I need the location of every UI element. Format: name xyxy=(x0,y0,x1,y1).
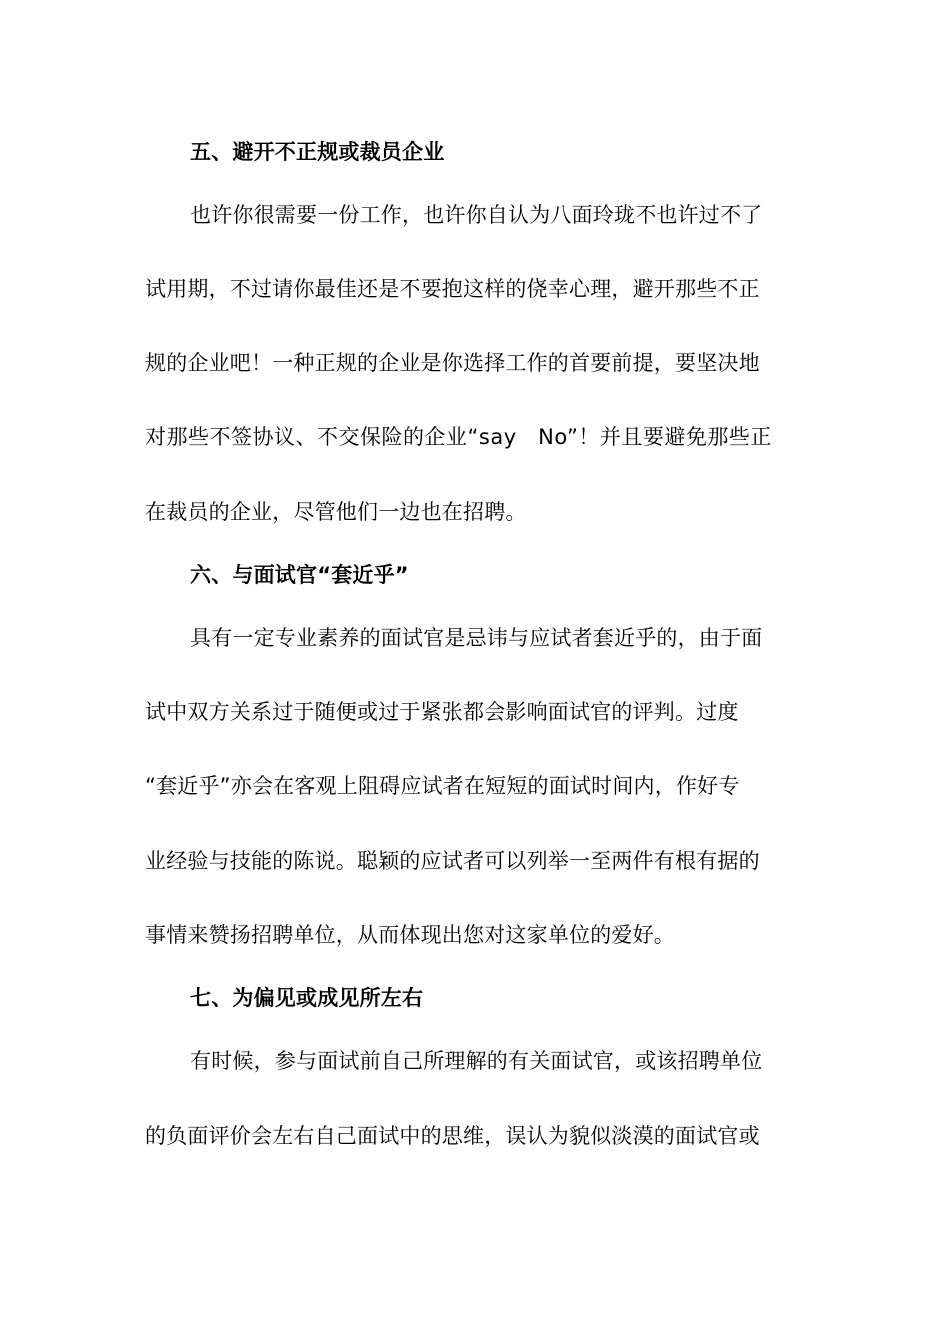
paragraph-line: 对那些不签协议、不交保险的企业“say No”！并且要避免那些正 xyxy=(145,425,772,449)
paragraph-line: “套近乎”亦会在客观上阻碍应试者在短短的面试时间内，作好专 xyxy=(145,774,740,798)
paragraph-line: 业经验与技能的陈说。聪颖的应试者可以列举一至两件有根有据的 xyxy=(145,849,760,873)
paragraph-line: 的负面评价会左右自己面试中的思维，误认为貌似淡漠的面试官或 xyxy=(145,1124,760,1148)
paragraph-line: 试中双方关系过于随便或过于紧张都会影响面试官的评判。过度 xyxy=(145,700,739,724)
paragraph-line: 有时候，参与面试前自己所理解的有关面试官，或该招聘单位 xyxy=(190,1049,763,1073)
paragraph-line: 具有一定专业素养的面试官是忌讳与应试者套近乎的，由于面 xyxy=(190,626,763,650)
section-heading-5: 五、避开不正规或裁员企业 xyxy=(190,140,445,164)
paragraph-line: 试用期，不过请你最佳还是不要抱这样的侥幸心理，避开那些不正 xyxy=(145,277,760,301)
section-heading-7: 七、为偏见或成见所左右 xyxy=(190,986,424,1010)
paragraph-line: 在裁员的企业，尽管他们一边也在招聘。 xyxy=(145,500,527,524)
paragraph-line: 也许你很需要一份工作，也许你自认为八面玲珑不也许过不了 xyxy=(190,203,763,227)
paragraph-line: 事情来赞扬招聘单位，从而体现出您对这家单位的爱好。 xyxy=(145,923,675,947)
section-heading-6: 六、与面试官“套近乎” xyxy=(190,563,409,587)
paragraph-line: 规的企业吧！一种正规的企业是你选择工作的首要前提，要坚决地 xyxy=(145,351,760,375)
